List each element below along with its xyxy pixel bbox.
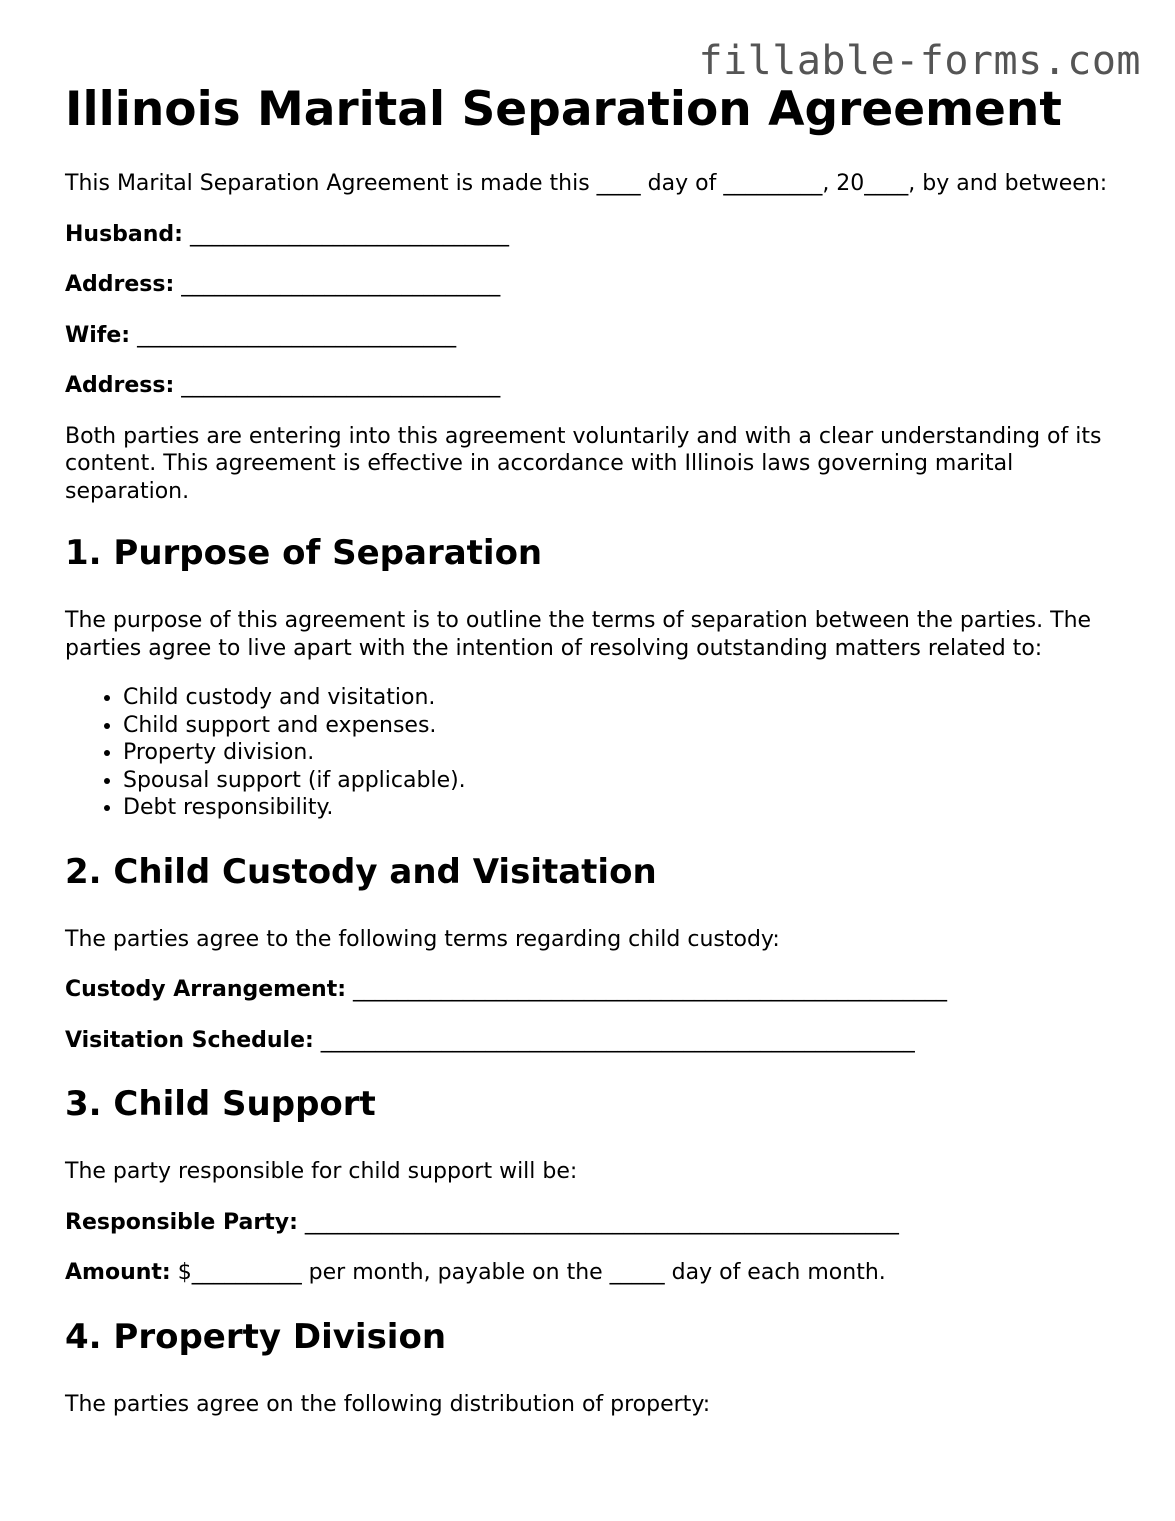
- document-page: [65, 80, 1125, 1418]
- custody-blank[interactable]: ______________________________________________________: [346, 977, 948, 1002]
- list-item: • Child support and expenses.: [123, 712, 1125, 740]
- husband-address-blank[interactable]: _____________________________: [174, 272, 501, 297]
- wife-field: [65, 322, 1125, 350]
- visitation-field: [65, 1027, 1125, 1055]
- list-item: • Child custody and visitation.: [123, 684, 1125, 712]
- wife-address-field: [65, 372, 1125, 400]
- visitation-blank[interactable]: ______________________________________________________: [313, 1027, 915, 1053]
- document-title: Illinois Marital Separation Agreement: [65, 82, 1062, 137]
- visitation-label: Visitation Schedule:: [65, 1027, 314, 1053]
- husband-label: Husband:: [65, 221, 183, 247]
- wife-address-label: Address:: [65, 373, 175, 398]
- custody-label: Custody Arrangement:: [65, 977, 347, 1002]
- intro-paragraph: This Marital Separation Agreement is made this ____ day of _________, 20____, by and between:: [65, 171, 1108, 196]
- amount-field: [65, 1259, 1125, 1287]
- section-2-text: The parties agree to the following terms regarding child custody:: [65, 926, 780, 952]
- list-item: • Property division.: [123, 739, 1125, 767]
- section-3-heading: 3. Child Support: [65, 1084, 376, 1124]
- section-4-heading: 4. Property Division: [65, 1316, 447, 1357]
- husband-field: [65, 221, 1125, 249]
- section-1-heading: 1. Purpose of Separation: [65, 533, 543, 573]
- wife-label: Wife:: [65, 322, 131, 348]
- husband-address-field: [65, 271, 1125, 299]
- amount-blank[interactable]: $__________ per month, payable on the _____ day of each month.: [170, 1260, 886, 1285]
- amount-label: Amount:: [65, 1260, 171, 1285]
- custody-field: [65, 976, 1125, 1004]
- responsible-party-field: [65, 1209, 1125, 1237]
- section-2-heading: 2. Child Custody and Visitation: [65, 851, 657, 892]
- section-3-text: The party responsible for child support will be:: [65, 1159, 578, 1184]
- list-item: • Debt responsibility.: [123, 794, 1125, 822]
- husband-address-label: Address:: [65, 272, 175, 297]
- watermark: fillable-forms.com: [698, 38, 1141, 84]
- responsible-party-blank[interactable]: ______________________________________________________: [297, 1209, 899, 1235]
- list-item: • Spousal support (if applicable).: [123, 767, 1125, 795]
- wife-address-blank[interactable]: _____________________________: [174, 373, 501, 398]
- purpose-list: [65, 684, 1125, 822]
- section-4-text: The parties agree on the following distribution of property:: [65, 1391, 711, 1417]
- husband-blank[interactable]: _____________________________: [182, 221, 509, 247]
- voluntary-paragraph: Both parties are entering into this agreement voluntarily and with a clear understanding of its content. This agreement is effective in accordance with Illinois laws governing marital separation.: [65, 423, 1102, 504]
- wife-blank[interactable]: _____________________________: [130, 322, 457, 348]
- section-1-text: The purpose of this agreement is to outline the terms of separation between the parties. The parties agree to live apart with the intention of resolving outstanding matters related to:: [65, 608, 1092, 661]
- responsible-party-label: Responsible Party:: [65, 1209, 298, 1235]
